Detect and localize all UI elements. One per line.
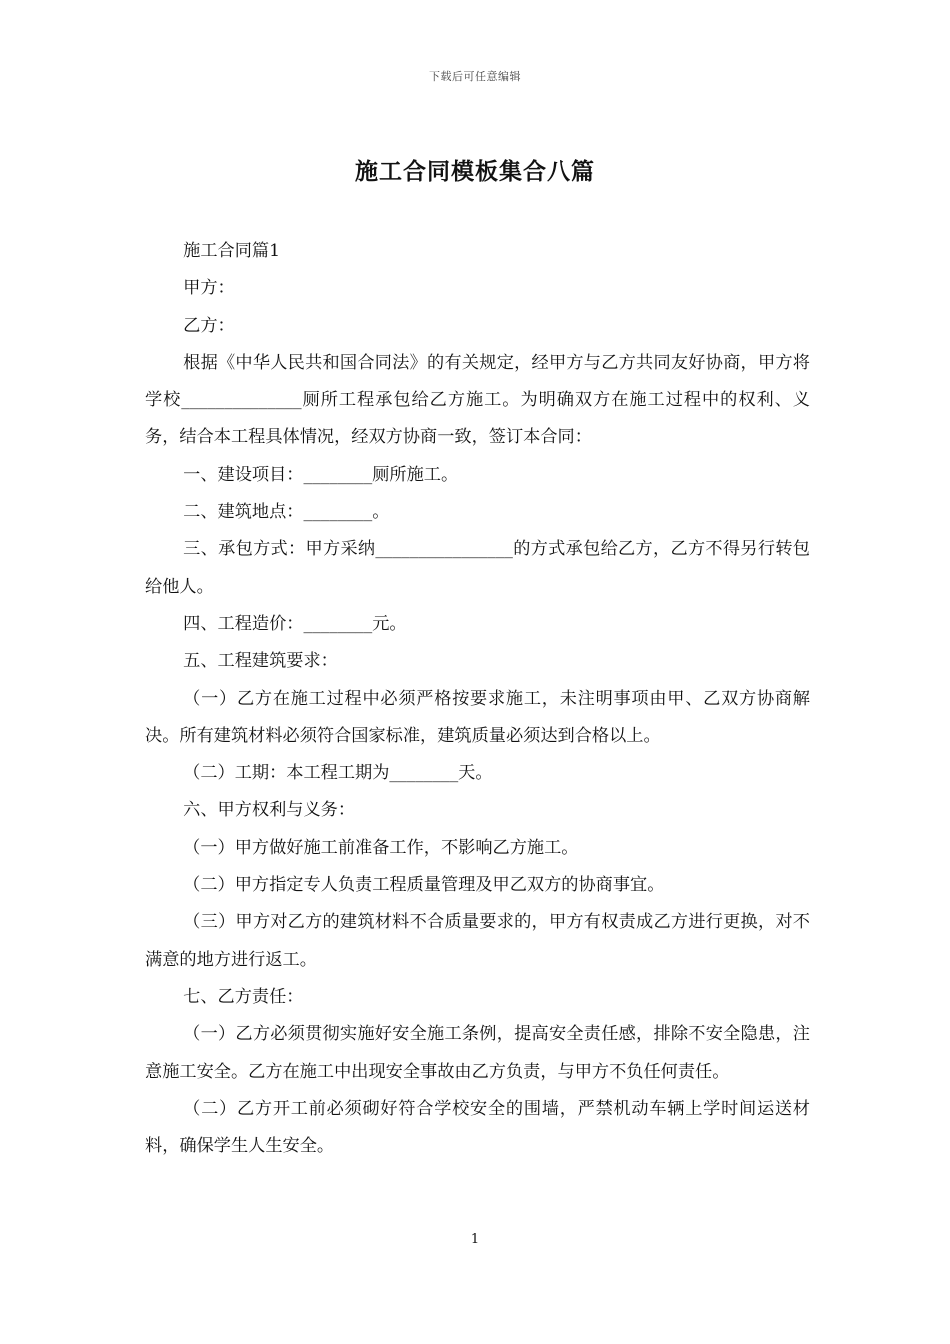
clause-requirements-heading: 五、工程建筑要求： bbox=[183, 651, 338, 672]
party-b-line: 乙方： bbox=[183, 315, 235, 336]
clause-requirements-1: （一）乙方在施工过程中必须严格按要求施工，未注明事项由甲、乙双方协商解决。所有建筑材料必须符合国家标准，建筑质量必须达到合格以上。 bbox=[145, 688, 810, 746]
intro-paragraph: 根据《中华人民共和国合同法》的有关规定，经甲方与乙方共同友好协商，甲方将学校______________厕所工程承包给乙方施工。为明确双方在施工过程中的权利、义务，结合本工程具体情况，经双方协商一致，签订本合同： bbox=[145, 352, 810, 448]
document-title: 施工合同模板集合八篇 bbox=[355, 158, 595, 185]
document-body bbox=[145, 233, 810, 1165]
clause-cost: 四、工程造价：________元。 bbox=[183, 613, 407, 634]
clause-location: 二、建筑地点：________。 bbox=[183, 502, 390, 523]
clause-project: 一、建设项目：________厕所施工。 bbox=[183, 464, 459, 485]
clause-requirements-2: （二）工期：本工程工期为________天。 bbox=[183, 763, 493, 784]
clause-party-a-1: （一）甲方做好施工前准备工作，不影响乙方施工。 bbox=[183, 837, 579, 858]
clause-party-a-2: （二）甲方指定专人负责工程质量管理及甲乙双方的协商事宜。 bbox=[183, 875, 665, 896]
clause-party-a-3: （三）甲方对乙方的建筑材料不合质量要求的，甲方有权责成乙方进行更换，对不满意的地方进行返工。 bbox=[145, 912, 810, 970]
party-a-line: 甲方： bbox=[183, 278, 235, 299]
page-number: 1 bbox=[470, 1232, 480, 1247]
clause-party-b-heading: 七、乙方责任： bbox=[183, 986, 304, 1007]
section-heading: 施工合同篇1 bbox=[183, 241, 281, 261]
page-header-note: 下载后可任意编辑 bbox=[429, 70, 521, 83]
clause-party-b-2: （二）乙方开工前必须砌好符合学校安全的围墙，严禁机动车辆上学时间运送材料，确保学生人生安全。 bbox=[145, 1098, 810, 1157]
clause-party-b-1: （一）乙方必须贯彻实施好安全施工条例，提高安全责任感，排除不安全隐患，注意施工安全。乙方在施工中出现安全事故由乙方负责，与甲方不负任何责任。 bbox=[145, 1024, 810, 1082]
clause-contract-method: 三、承包方式：甲方采纳________________的方式承包给乙方，乙方不得另行转包给他人。 bbox=[145, 539, 810, 597]
clause-party-a-heading: 六、甲方权利与义务： bbox=[183, 800, 356, 821]
